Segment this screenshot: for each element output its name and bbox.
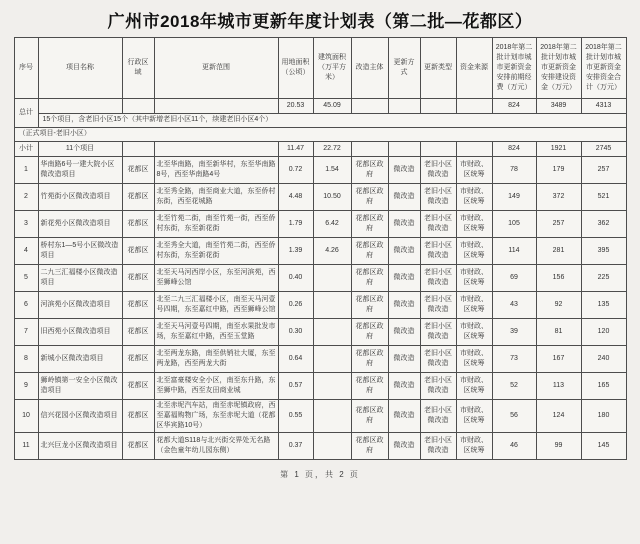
cell-fund-source: 市财政、区统筹 [456, 211, 492, 238]
cell-method: 微改造 [388, 184, 420, 211]
cell-scope: 北至天马河壹号四期，南至水果批发市场，东至嘉红中路，西至玉堂路 [154, 319, 278, 346]
cell-type: 老旧小区微改造 [420, 184, 456, 211]
cell-land-area: 0.40 [278, 265, 313, 292]
cell-pre-fund: 43 [492, 292, 536, 319]
cell-building-area: 4.26 [313, 238, 351, 265]
subtotal-build-fund: 1921 [536, 142, 581, 157]
cell-pre-fund: 46 [492, 433, 536, 460]
column-header-land-area: 用地面积（公顷） [278, 38, 313, 99]
cell-district: 花都区 [122, 433, 154, 460]
cell-building-area [313, 346, 351, 373]
cell-method: 微改造 [388, 265, 420, 292]
cell-type: 老旧小区微改造 [420, 433, 456, 460]
cell-building-area: 10.50 [313, 184, 351, 211]
cell-total-fund: 362 [581, 211, 626, 238]
cell-type: 老旧小区微改造 [420, 373, 456, 400]
cell-build-fund: 257 [536, 211, 581, 238]
subtotal-method [388, 142, 420, 157]
header-row [14, 38, 626, 99]
cell-scope: 北至天马河西岸小区，东至河滨苑，西至狮峰公馆 [154, 265, 278, 292]
total-note: 15个项目，含老旧小区15个（其中新增老旧小区11个，续建老旧小区4个） [38, 114, 626, 128]
cell-build-fund: 113 [536, 373, 581, 400]
cell-district: 花都区 [122, 292, 154, 319]
total-name [38, 99, 122, 114]
cell-fund-source: 市财政、区统筹 [456, 373, 492, 400]
cell-pre-fund: 78 [492, 157, 536, 184]
cell-pre-fund: 149 [492, 184, 536, 211]
cell-land-area: 0.30 [278, 319, 313, 346]
subtotal-subject [351, 142, 388, 157]
total-label: 总计 [14, 99, 38, 128]
cell-type: 老旧小区微改造 [420, 265, 456, 292]
cell-pre-fund: 69 [492, 265, 536, 292]
cell-method: 微改造 [388, 211, 420, 238]
total-build-fund: 3489 [536, 99, 581, 114]
cell-total-fund: 135 [581, 292, 626, 319]
cell-district: 花都区 [122, 238, 154, 265]
cell-fund-source: 市财政、区统筹 [456, 265, 492, 292]
cell-fund-source: 市财政、区统筹 [456, 433, 492, 460]
cell-type: 老旧小区微改造 [420, 319, 456, 346]
column-header-method: 更新方式 [388, 38, 420, 99]
subtotal-scope [154, 142, 278, 157]
cell-method: 微改造 [388, 400, 420, 433]
cell-build-fund: 179 [536, 157, 581, 184]
cell-scope: 北至赤坭汽车站，南至赤坭镇政府，西至嘉福购物广场，东至赤坭大道（花都区华宾路10号） [154, 400, 278, 433]
cell-scope: 北至富豪楼安全小区，南至东升路，东至狮中路，西至友田商业城 [154, 373, 278, 400]
cell-project-name: 华南路6号一建大院小区微改造项目 [38, 157, 122, 184]
cell-building-area [313, 373, 351, 400]
cell-land-area: 1.79 [278, 211, 313, 238]
cell-build-fund: 372 [536, 184, 581, 211]
cell-build-fund: 167 [536, 346, 581, 373]
cell-district: 花都区 [122, 373, 154, 400]
project-row-9 [14, 373, 626, 400]
page-title: 广州市2018年城市更新年度计划表（第二批—花都区） [107, 12, 533, 31]
cell-build-fund: 156 [536, 265, 581, 292]
total-subject [351, 99, 388, 114]
total-land-area: 20.53 [278, 99, 313, 114]
column-header-name: 项目名称 [38, 38, 122, 99]
cell-method: 微改造 [388, 292, 420, 319]
cell-no: 9 [14, 373, 38, 400]
page-footer: 第 1 页，共 2 页 [280, 470, 360, 480]
cell-district: 花都区 [122, 319, 154, 346]
column-header-no: 序号 [14, 38, 38, 99]
column-header-total-fund: 2018年第二批计划市城市更新资金安排资金合计（万元） [581, 38, 626, 99]
cell-subject: 花都区政府 [351, 346, 388, 373]
cell-type: 老旧小区微改造 [420, 238, 456, 265]
total-building-area: 45.09 [313, 99, 351, 114]
cell-subject: 花都区政府 [351, 238, 388, 265]
cell-no: 1 [14, 157, 38, 184]
cell-scope: 北至秀全路，南至商业大道，东至侨村东街，西至花城路 [154, 184, 278, 211]
column-header-district: 行政区域 [122, 38, 154, 99]
column-header-type: 更新类型 [420, 38, 456, 99]
subtotal-name: 11个项目 [38, 142, 122, 157]
cell-land-area: 0.55 [278, 400, 313, 433]
total-total-fund: 4313 [581, 99, 626, 114]
cell-total-fund: 225 [581, 265, 626, 292]
cell-pre-fund: 105 [492, 211, 536, 238]
cell-total-fund: 180 [581, 400, 626, 433]
project-row-3 [14, 211, 626, 238]
project-row-6 [14, 292, 626, 319]
cell-district: 花都区 [122, 346, 154, 373]
cell-project-name: 旧西苑小区微改造项目 [38, 319, 122, 346]
cell-subject: 花都区政府 [351, 292, 388, 319]
cell-district: 花都区 [122, 265, 154, 292]
cell-type: 老旧小区微改造 [420, 157, 456, 184]
subtotal-total-fund: 2745 [581, 142, 626, 157]
cell-scope: 北至华南路，南至新华村，东至华南路8号，西至华南路4号 [154, 157, 278, 184]
subtotal-building-area: 22.72 [313, 142, 351, 157]
cell-building-area: 6.42 [313, 211, 351, 238]
cell-total-fund: 395 [581, 238, 626, 265]
subtotal-fund-source [456, 142, 492, 157]
cell-project-name: 信兴花园小区微改造项目 [38, 400, 122, 433]
total-fund-source [456, 99, 492, 114]
total-row [14, 99, 626, 114]
section-label: （正式项目-老旧小区） [14, 128, 626, 142]
cell-build-fund: 124 [536, 400, 581, 433]
cell-no: 8 [14, 346, 38, 373]
subtotal-pre-fund: 824 [492, 142, 536, 157]
subtotal-row [14, 142, 626, 157]
cell-scope: 北至秀全大道，南至竹苑二街，西至侨村东街，东至新花街 [154, 238, 278, 265]
cell-project-name: 新城小区微改造项目 [38, 346, 122, 373]
project-row-2 [14, 184, 626, 211]
cell-type: 老旧小区微改造 [420, 400, 456, 433]
cell-project-name: 新花苑小区微改造项目 [38, 211, 122, 238]
cell-no: 2 [14, 184, 38, 211]
total-method [388, 99, 420, 114]
subtotal-type [420, 142, 456, 157]
project-row-8 [14, 346, 626, 373]
cell-method: 微改造 [388, 346, 420, 373]
cell-building-area [313, 265, 351, 292]
cell-building-area [313, 319, 351, 346]
column-header-scope: 更新范围 [154, 38, 278, 99]
column-header-pre-fund: 2018年第二批计划市城市更新资金安排前期经费（万元） [492, 38, 536, 99]
cell-total-fund: 257 [581, 157, 626, 184]
project-row-1 [14, 157, 626, 184]
cell-type: 老旧小区微改造 [420, 346, 456, 373]
cell-subject: 花都区政府 [351, 157, 388, 184]
cell-pre-fund: 73 [492, 346, 536, 373]
cell-district: 花都区 [122, 184, 154, 211]
subtotal-district [122, 142, 154, 157]
cell-land-area: 0.72 [278, 157, 313, 184]
project-row-11 [14, 433, 626, 460]
total-note-row [14, 114, 626, 128]
cell-total-fund: 240 [581, 346, 626, 373]
total-type [420, 99, 456, 114]
cell-land-area: 0.37 [278, 433, 313, 460]
cell-project-name: 桥村东1—5号小区微改造项目 [38, 238, 122, 265]
cell-total-fund: 145 [581, 433, 626, 460]
cell-fund-source: 市财政、区统筹 [456, 400, 492, 433]
cell-method: 微改造 [388, 238, 420, 265]
cell-subject: 花都区政府 [351, 400, 388, 433]
cell-project-name: 狮岭镇第一安全小区微改造项目 [38, 373, 122, 400]
cell-no: 4 [14, 238, 38, 265]
subtotal-land-area: 11.47 [278, 142, 313, 157]
cell-build-fund: 92 [536, 292, 581, 319]
cell-type: 老旧小区微改造 [420, 211, 456, 238]
total-district [122, 99, 154, 114]
cell-building-area: 1.54 [313, 157, 351, 184]
cell-land-area: 4.48 [278, 184, 313, 211]
cell-building-area [313, 433, 351, 460]
cell-method: 微改造 [388, 373, 420, 400]
cell-no: 11 [14, 433, 38, 460]
table-body [14, 99, 626, 460]
cell-no: 3 [14, 211, 38, 238]
cell-district: 花都区 [122, 157, 154, 184]
cell-no: 7 [14, 319, 38, 346]
cell-project-name: 竹苑街小区微改造项目 [38, 184, 122, 211]
cell-subject: 花都区政府 [351, 433, 388, 460]
subtotal-label: 小计 [14, 142, 38, 157]
column-header-building-area: 建筑面积（万平方米） [313, 38, 351, 99]
section-row [14, 128, 626, 142]
cell-building-area [313, 292, 351, 319]
cell-subject: 花都区政府 [351, 373, 388, 400]
cell-total-fund: 521 [581, 184, 626, 211]
cell-pre-fund: 39 [492, 319, 536, 346]
cell-scope: 北至二九三汇福楼小区，南至天马河壹号四期，东至嘉红中路，西至狮峰公馆 [154, 292, 278, 319]
cell-fund-source: 市财政、区统筹 [456, 346, 492, 373]
cell-district: 花都区 [122, 211, 154, 238]
cell-fund-source: 市财政、区统筹 [456, 292, 492, 319]
project-row-7 [14, 319, 626, 346]
cell-build-fund: 281 [536, 238, 581, 265]
cell-method: 微改造 [388, 433, 420, 460]
cell-project-name: 北兴巨龙小区微改造项目 [38, 433, 122, 460]
cell-no: 6 [14, 292, 38, 319]
cell-scope: 北至两龙东路，南至供销社大厦，东至两龙路，西至两龙大街 [154, 346, 278, 373]
column-header-build-fund: 2018年第二批计划市城市更新资金安排建设资金（万元） [536, 38, 581, 99]
cell-fund-source: 市财政、区统筹 [456, 319, 492, 346]
cell-building-area [313, 400, 351, 433]
cell-land-area: 0.26 [278, 292, 313, 319]
project-row-5 [14, 265, 626, 292]
cell-no: 10 [14, 400, 38, 433]
cell-scope: 北至竹苑二街，南至竹苑一街，西至侨村东街，东至新花街 [154, 211, 278, 238]
cell-fund-source: 市财政、区统筹 [456, 184, 492, 211]
cell-pre-fund: 52 [492, 373, 536, 400]
cell-build-fund: 99 [536, 433, 581, 460]
cell-pre-fund: 56 [492, 400, 536, 433]
cell-subject: 花都区政府 [351, 319, 388, 346]
cell-pre-fund: 114 [492, 238, 536, 265]
cell-project-name: 二九三汇福楼小区微改造项目 [38, 265, 122, 292]
cell-project-name: 河滨苑小区微改造项目 [38, 292, 122, 319]
cell-subject: 花都区政府 [351, 184, 388, 211]
cell-method: 微改造 [388, 157, 420, 184]
cell-subject: 花都区政府 [351, 211, 388, 238]
cell-total-fund: 165 [581, 373, 626, 400]
cell-total-fund: 120 [581, 319, 626, 346]
project-row-4 [14, 238, 626, 265]
total-scope [154, 99, 278, 114]
cell-district: 花都区 [122, 400, 154, 433]
cell-land-area: 0.57 [278, 373, 313, 400]
cell-fund-source: 市财政、区统筹 [456, 238, 492, 265]
cell-type: 老旧小区微改造 [420, 292, 456, 319]
cell-build-fund: 81 [536, 319, 581, 346]
cell-scope: 花都大道S118与北兴街交界处无名路（金色童年幼儿园东侧） [154, 433, 278, 460]
total-pre-fund: 824 [492, 99, 536, 114]
cell-method: 微改造 [388, 319, 420, 346]
cell-fund-source: 市财政、区统筹 [456, 157, 492, 184]
plan-table [14, 37, 627, 460]
column-header-fund-source: 资金来源 [456, 38, 492, 99]
cell-subject: 花都区政府 [351, 265, 388, 292]
cell-land-area: 1.39 [278, 238, 313, 265]
column-header-subject: 改造主体 [351, 38, 388, 99]
cell-land-area: 0.64 [278, 346, 313, 373]
cell-no: 5 [14, 265, 38, 292]
project-row-10 [14, 400, 626, 433]
